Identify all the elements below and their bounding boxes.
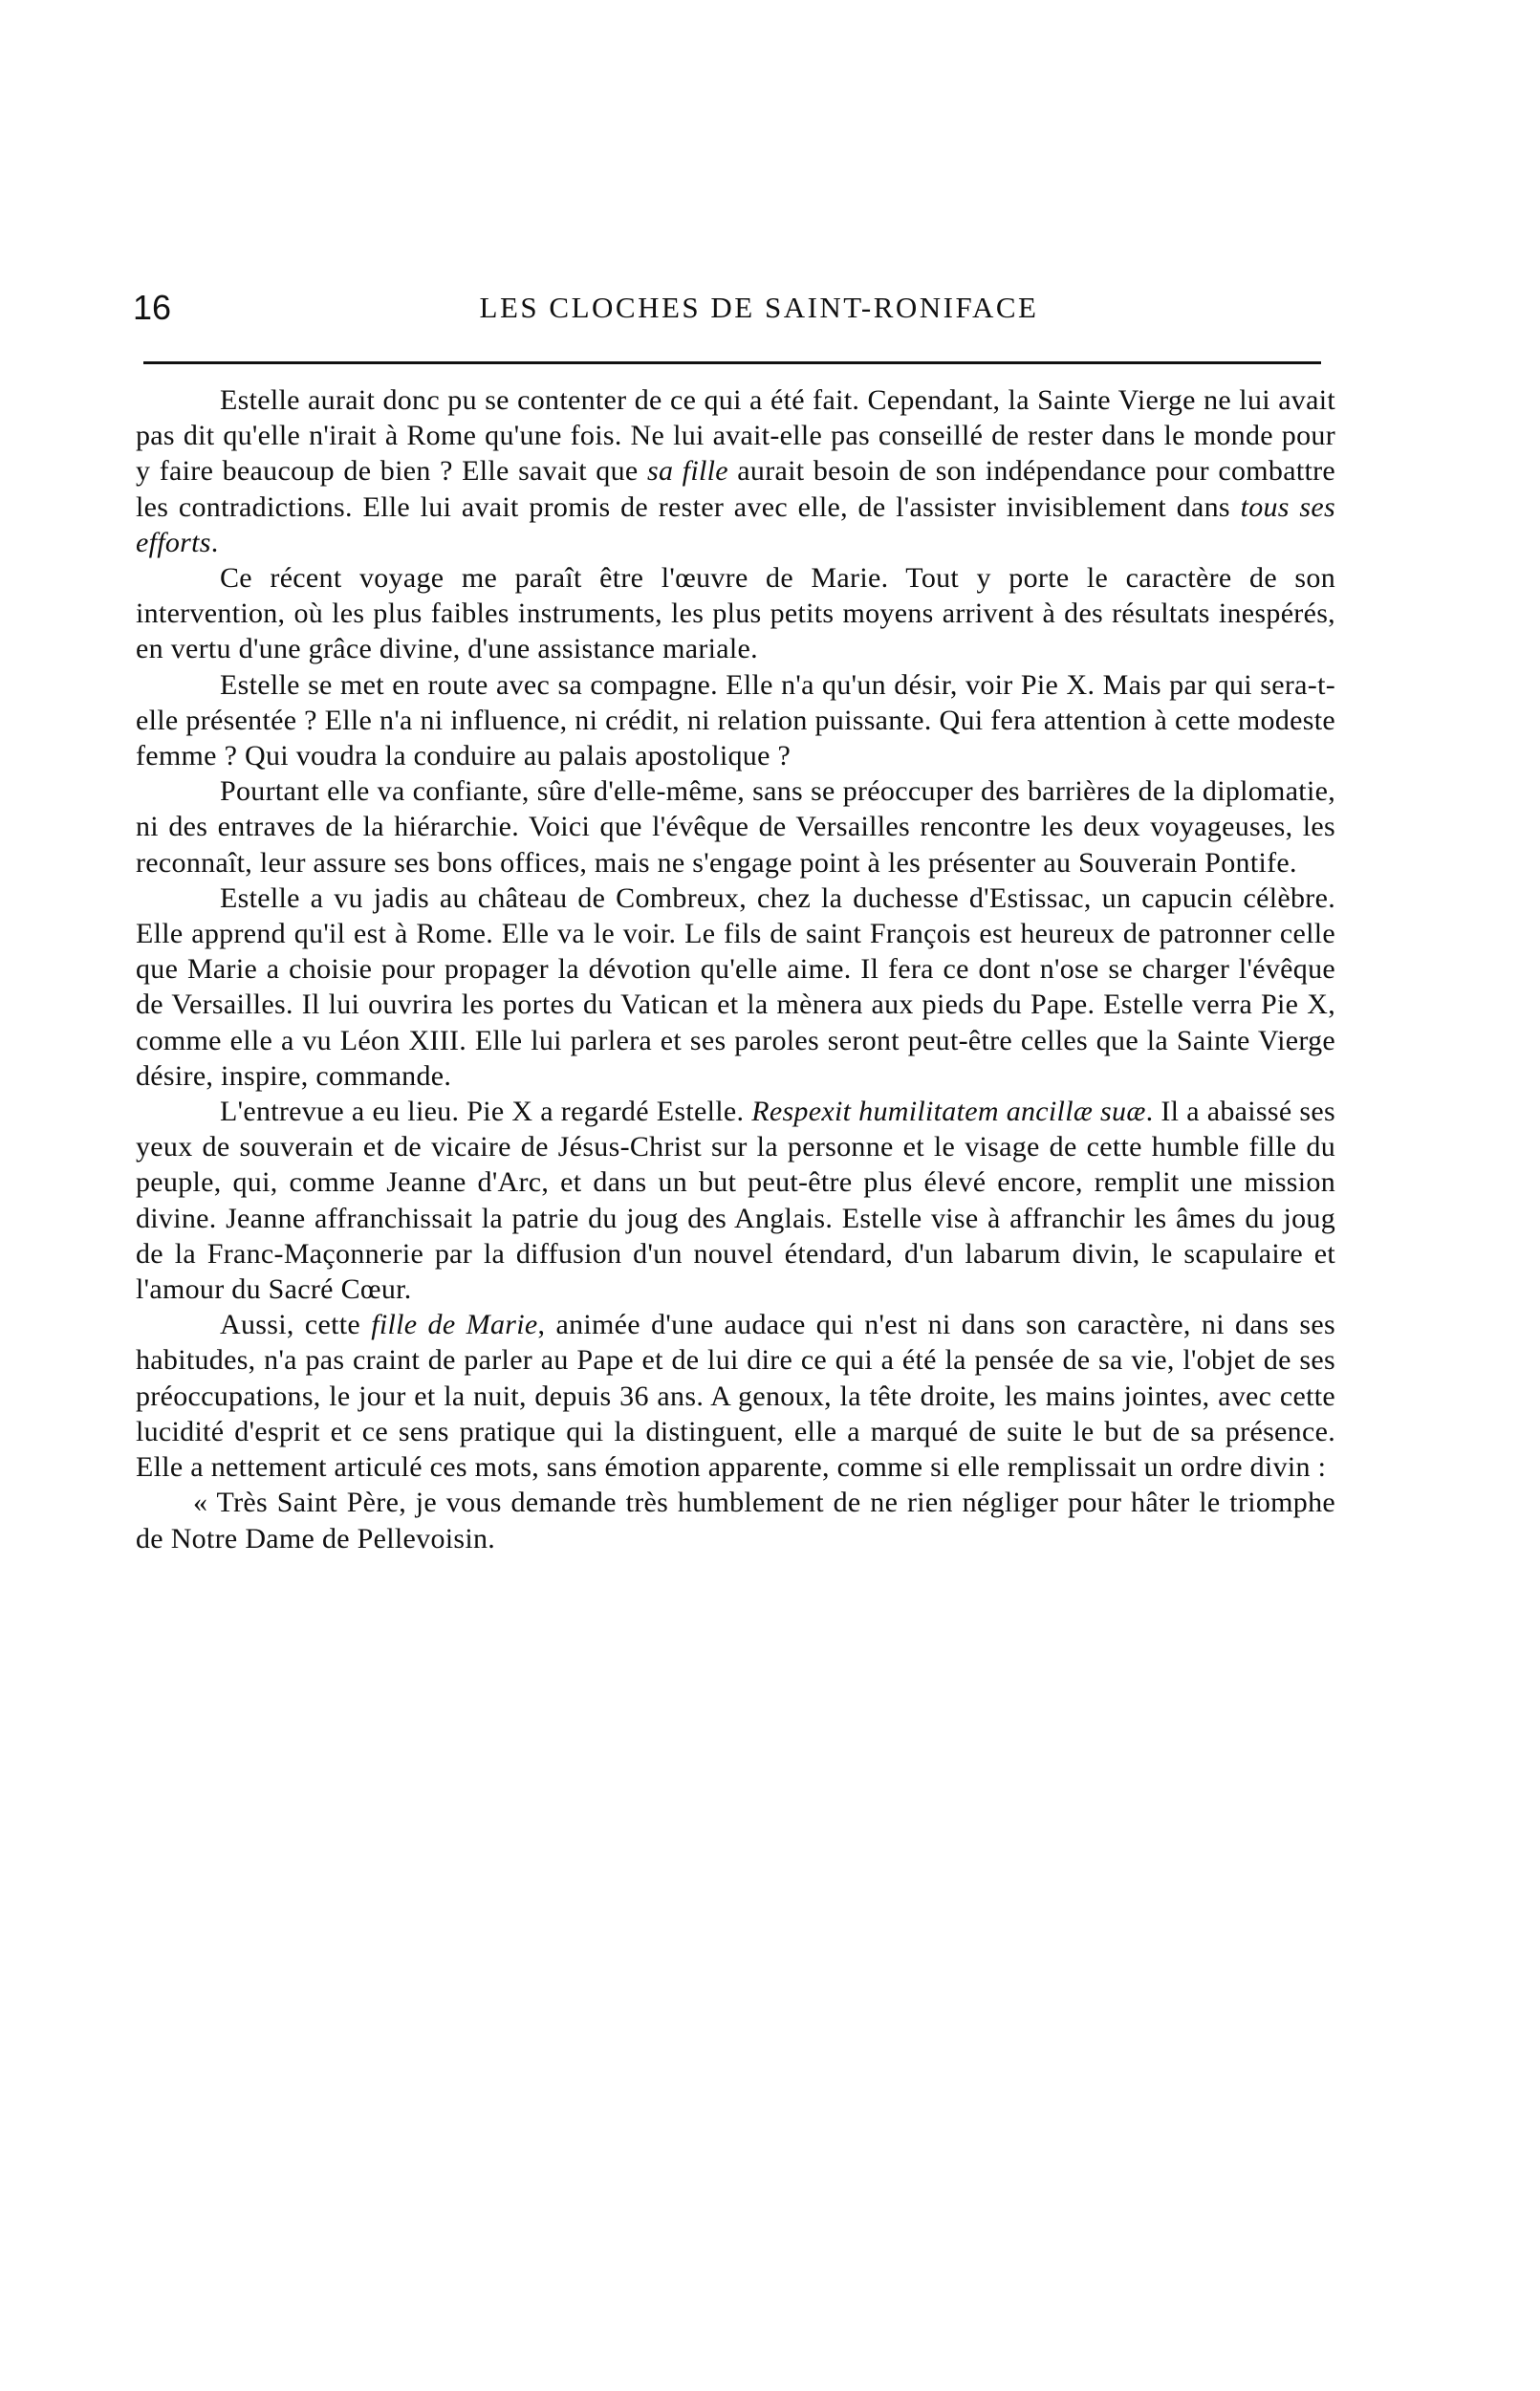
paragraph-6: L'entrevue a eu lieu. Pie X a regardé Estelle. Respexit humilitatem ancillæ suæ. Il a abaissé ses yeux de souverain et de vicaire de Jésus-Christ sur la personne et le visage de cette humble fille du peuple, qui, comme Jeanne d'Arc, et dans un but peut-être plus élevé encore, remplit une mission divine. Jeanne affranchissait la patrie du joug des Anglais. Estelle vise à affranchir les âmes du joug de la Franc-Maçonnerie par la diffusion d'un nouvel étendard, d'un labarum divin, le scapulaire et l'amour du Sacré Cœur. bbox=[136, 1096, 1335, 1306]
italic-phrase: Respexit humilitatem ancillæ suæ bbox=[751, 1096, 1146, 1128]
italic-phrase: fille de Marie bbox=[371, 1309, 538, 1341]
header-rule bbox=[143, 361, 1321, 364]
paragraph-7: Aussi, cette fille de Marie, animée d'une audace qui n'est ni dans son caractère, ni dans ses habitudes, n'a pas craint de parler au Pape et de lui dire ce qui a été la pensée de sa vie, l'objet de ses préoccupations, le jour et la nuit, depuis 36 ans. A genoux, la tête droite, les mains jointes, avec cette lucidité d'esprit et ce sens pratique qui la distinguent, elle a marqué de suite le but de sa présence. Elle a nettement articulé ces mots, sans émotion apparente, comme si elle remplissait un ordre divin : bbox=[136, 1309, 1335, 1484]
paragraph-5: Estelle a vu jadis au château de Combreux, chez la duchesse d'Estissac, un capucin célèbre. Elle apprend qu'il est à Rome. Elle va le voir. Le fils de saint François est heureux de patronner celle que Marie a choisie pour propager la dévotion qu'elle aime. Il fera ce dont n'ose se charger l'évêque de Versailles. Il lui ouvrira les portes du Vatican et la mènera aux pieds du Pape. Estelle verra Pie X, comme elle a vu Léon XIII. Elle lui parlera et ses paroles seront peut-être celles que la Sainte Vierge désire, inspire, commande. bbox=[136, 881, 1335, 1092]
paragraph-8-quote: « Très Saint Père, je vous demande très humblement de ne rien négliger pour hâter le triomphe de Notre Dame de Pellevoisin. bbox=[136, 1487, 1335, 1554]
italic-phrase: sa fille bbox=[646, 455, 728, 488]
page-header bbox=[133, 289, 1328, 327]
paragraph-4: Pourtant elle va confiante, sûre d'elle-même, sans se préoccuper des barrières de la diplomatie, ni des entraves de la hiérarchie. Voici que l'évêque de Versailles rencontre les deux voyageuses, les reconnaît, leur assure ses bons offices, mais ne s'engage point à les présenter au Souverain Pontife. bbox=[136, 775, 1335, 879]
page-number: 16 bbox=[133, 288, 172, 327]
running-title: LES CLOCHES DE SAINT-RONIFACE bbox=[479, 291, 1039, 324]
paragraph-2: Ce récent voyage me paraît être l'œuvre de Marie. Tout y porte le caractère de son intervention, où les plus faibles instruments, les plus petits moyens arrivent à des résultats inespérés, en vertu d'une grâce divine, d'une assistance mariale. bbox=[136, 562, 1335, 665]
paragraph-1: Estelle aurait donc pu se contenter de ce qui a été fait. Cependant, la Sainte Vierge ne lui avait pas dit qu'elle n'irait à Rome qu'une fois. Ne lui avait-elle pas conseillé de rester dans le monde pour y faire beaucoup de bien ? Elle savait que sa fille aurait besoin de son indépendance pour combattre les contradictions. Elle lui avait promis de rester avec elle, de l'assister invisiblement dans tous ses efforts. bbox=[136, 384, 1335, 558]
paragraph-3: Estelle se met en route avec sa compagne. Elle n'a qu'un désir, voir Pie X. Mais par qui sera-t-elle présentée ? Elle n'a ni influence, ni crédit, ni relation puissante. Qui fera attention à cette modeste femme ? Qui voudra la conduire au palais apostolique ? bbox=[136, 668, 1335, 772]
italic-phrase: tous ses efforts bbox=[136, 490, 1335, 558]
body-text bbox=[136, 382, 1335, 1556]
